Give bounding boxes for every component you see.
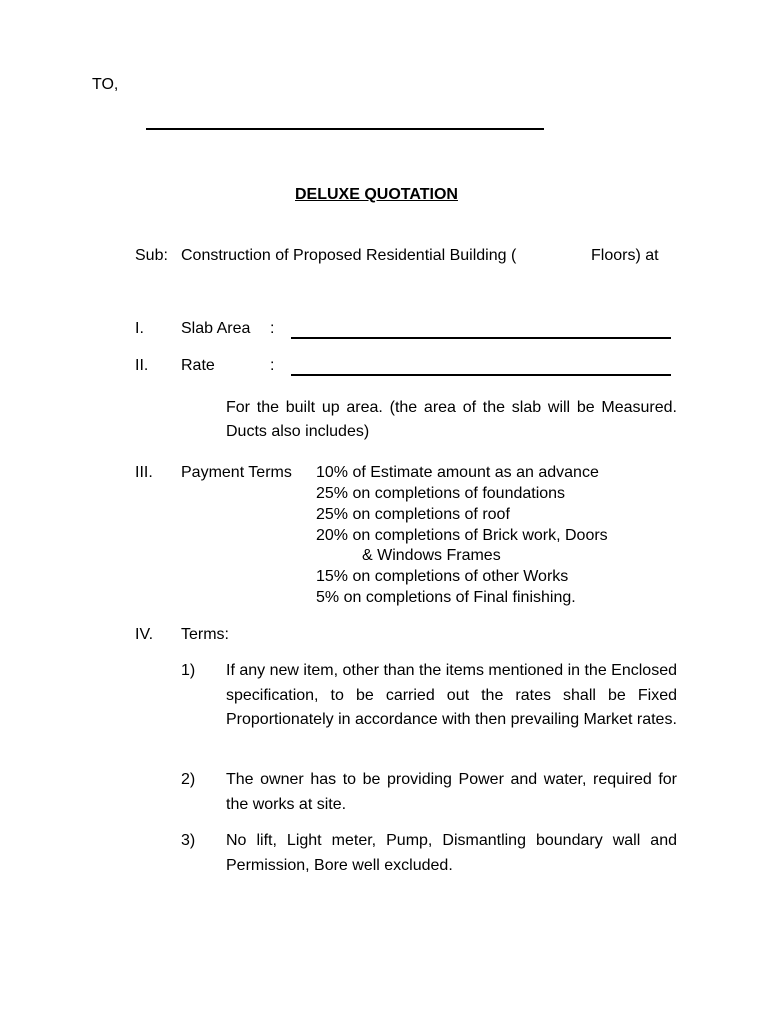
term-text: If any new item, other than the items mentioned in the Enclosed specification, to be carried out the rates shall be Fixed Proportionately in accordance with then prevailing Market rates.	[226, 662, 677, 728]
payment-line: 10% of Estimate amount as an advance	[316, 464, 599, 481]
term-text: No lift, Light meter, Pump, Dismantling boundary wall and Permission, Bore well excluded.	[226, 832, 677, 874]
item-number: II.	[135, 357, 149, 374]
payment-number: III.	[135, 464, 153, 481]
slab-area-label: Slab Area	[181, 320, 251, 337]
payment-label: Payment Terms	[181, 464, 292, 481]
payment-line: 25% on completions of foundations	[316, 485, 566, 502]
term-number: 2)	[181, 771, 196, 788]
subject-label: Sub:	[135, 247, 168, 264]
payment-line: & Windows Frames	[362, 547, 501, 564]
terms-label: Terms:	[181, 626, 229, 643]
rate-note: For the built up area. (the area of the slab will be Measured. Ducts also includes)	[226, 399, 677, 440]
recipient-label: TO,	[92, 76, 119, 93]
term-text: The owner has to be providing Power and water, required for the works at site.	[226, 771, 677, 813]
page-title: DELUXE QUOTATION	[295, 186, 458, 203]
payment-line: 20% on completions of Brick work, Doors	[316, 527, 608, 544]
item-colon: :	[270, 357, 275, 374]
recipient-line	[146, 128, 544, 130]
item-number: I.	[135, 320, 144, 337]
term-number: 3)	[181, 832, 196, 849]
subject-floors: Floors) at	[591, 247, 659, 264]
payment-line: 15% on completions of other Works	[316, 568, 569, 585]
payment-line: 5% on completions of Final finishing.	[316, 589, 576, 606]
payment-line: 25% on completions of roof	[316, 506, 510, 523]
terms-number: IV.	[135, 626, 154, 643]
subject-text: Construction of Proposed Residential Building (	[181, 247, 517, 264]
slab-area-line	[291, 337, 671, 339]
rate-label: Rate	[181, 357, 215, 374]
item-colon: :	[270, 320, 275, 337]
rate-line	[291, 374, 671, 376]
term-number: 1)	[181, 662, 196, 679]
